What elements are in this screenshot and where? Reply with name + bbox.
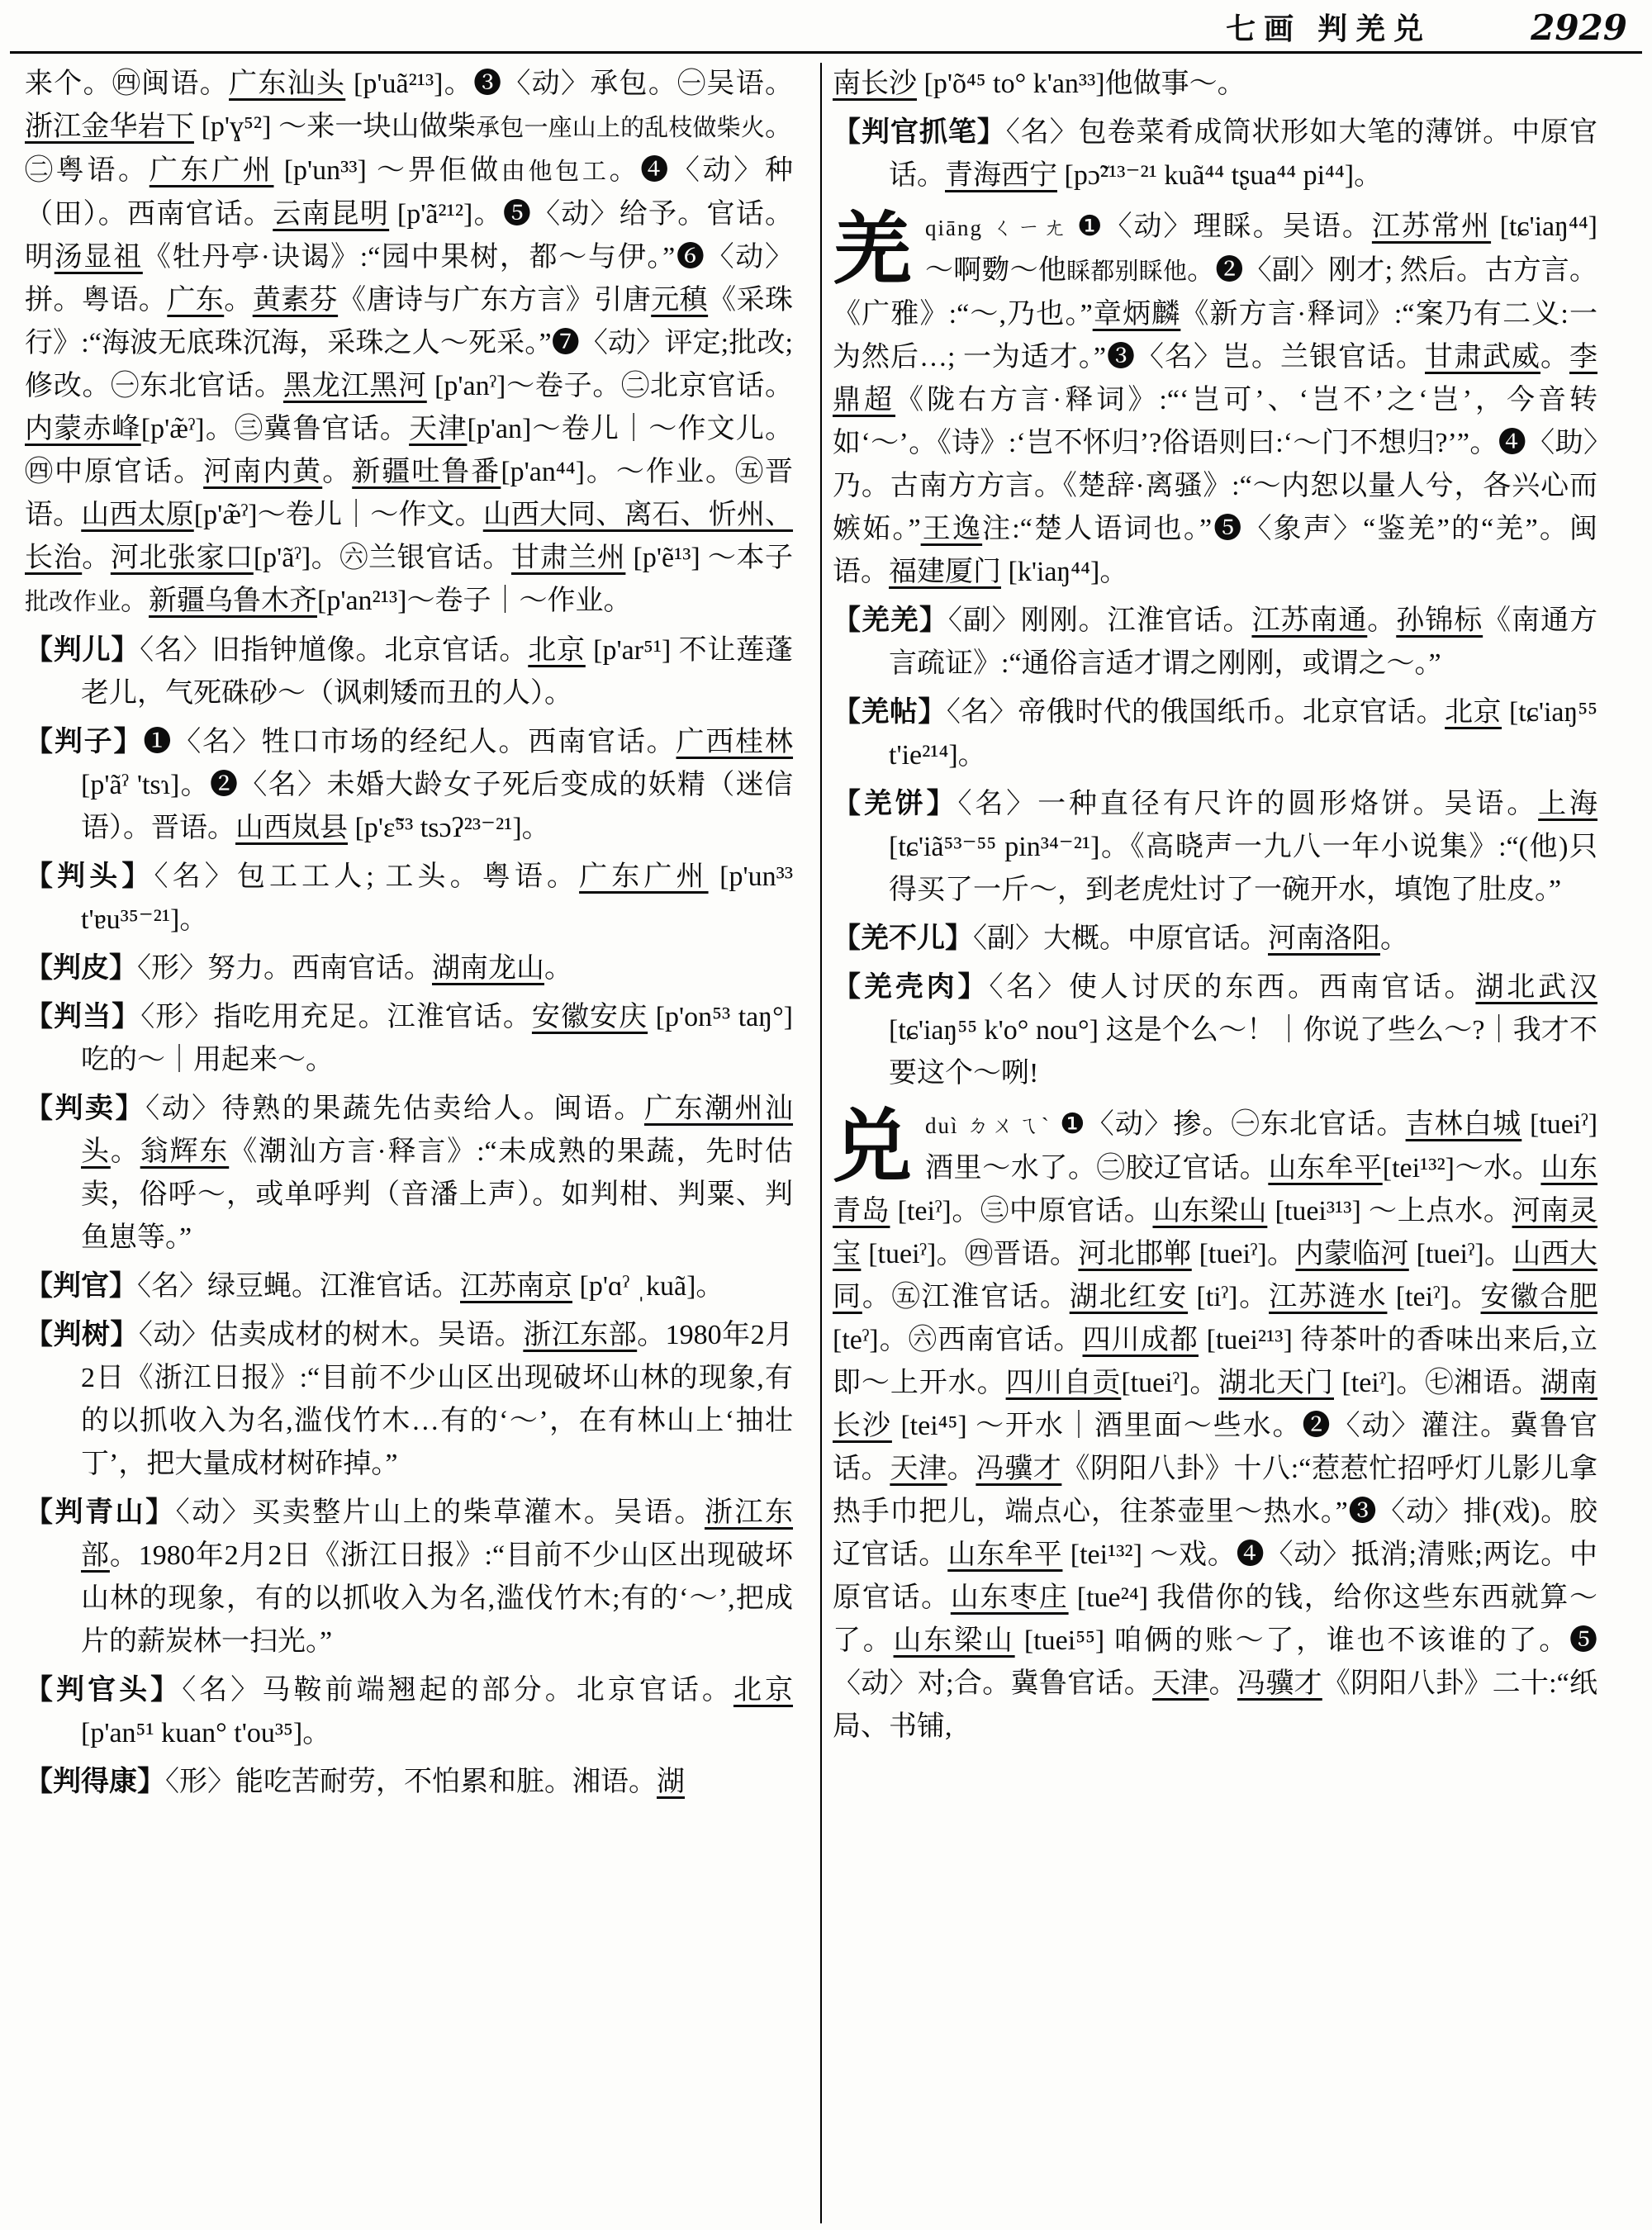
text-run: [k'iaŋ⁴⁴]。	[1001, 557, 1128, 587]
proper-noun: 新疆乌鲁木齐	[149, 586, 318, 616]
proper-noun: 广东	[167, 285, 225, 316]
proper-noun: 湖南龙山	[432, 953, 544, 984]
right-column	[811, 63, 1597, 2223]
text-run: 《新方言·释词》:“案乃有二义:一为然后…; 一为适才。”❸〈名〉岂。兰银官话。	[833, 299, 1598, 372]
dictionary-entry	[833, 112, 1597, 197]
dictionary-entry	[25, 947, 793, 990]
proper-noun: 内蒙赤峰	[25, 414, 141, 444]
entry-headword: 【判头】	[25, 861, 154, 892]
text-run: 《南通方言疏证》:“通俗言适才谓之刚刚，或谓之～。”	[889, 605, 1598, 679]
text-run: 来个。㊃闽语。	[25, 69, 230, 99]
proper-noun: 河北张家口	[110, 543, 254, 573]
text-run: 〈动〉估卖成材的树木。吴语。	[138, 1320, 524, 1350]
text-run: [p'ar⁵¹] 不让莲蓬老儿，气死硃砂～（讽刺矮而丑的人）。	[81, 635, 794, 709]
proper-noun: 安徽安庆	[531, 1002, 648, 1032]
big-headword-character: 兑	[833, 1103, 912, 1192]
proper-noun: 甘肃兰州	[510, 543, 626, 573]
running-head-section: 七画 判羌兑	[1226, 12, 1432, 45]
text-run: [tei⁴⁵] ～开水｜酒里面～些水。❷〈动〉灌注。冀鲁官话。	[833, 1411, 1597, 1484]
entry-headword: 【判官】	[25, 1271, 137, 1302]
proper-noun: 元稹	[651, 285, 709, 316]
text-run: [tei¹³²]～水。	[1382, 1153, 1541, 1184]
pronunciation-pinyin-zhuyin: qiāng ㄑㄧㄤ	[925, 216, 1069, 240]
proper-noun: 安徽合肥	[1480, 1282, 1598, 1312]
proper-noun: 山西大同、离石、忻州、长治	[25, 500, 794, 573]
proper-noun: 北京	[733, 1675, 794, 1706]
text-run: 〈动〉买卖整片山上的柴草灌木。吴语。	[175, 1497, 705, 1528]
proper-noun: 王逸	[920, 514, 983, 544]
proper-noun: 江苏涟水	[1269, 1282, 1388, 1312]
dictionary-entry	[833, 966, 1597, 1095]
continued-text	[833, 63, 1597, 106]
proper-noun: 江苏南通	[1251, 605, 1368, 636]
proper-noun: 新疆吐鲁番	[352, 457, 501, 487]
proper-noun: 浙江东部	[523, 1320, 638, 1350]
proper-noun: 浙江金华岩下	[25, 112, 194, 142]
text-run: ❶〈动〉理睬。吴语。	[1076, 211, 1372, 242]
text-run: [tɕ'iã⁵³⁻⁵⁵ pin³⁴⁻²¹]。《高晓声一九八一年小说集》:“(他)只得买了一斤～，到老虎灶讨了一碗开水，填饱了肚皮。”	[889, 832, 1597, 905]
text-run: 《阴阳八卦》十八:“惹惹忙招呼灯儿影儿拿热手巾把儿，端点心，往茶壶里～热水。”❸〈动〉排(戏)。胶辽官话。	[833, 1454, 1597, 1570]
text-run: 。1980年2月2日《浙江日报》:“目前不少山区出现破坏山林的现象，有的以抓收入为名,滥伐竹木;有的‘～’,把成片的薪炭林一扫光。”	[81, 1540, 794, 1657]
proper-noun: 天津	[409, 414, 468, 444]
text-run: 〈名〉包工工人; 工头。粤语。	[154, 861, 580, 892]
proper-noun: 广东广州	[149, 155, 274, 186]
entry-headword: 【羌壳肉】	[833, 972, 990, 1003]
two-column-body	[25, 63, 1627, 2223]
text-run: [p'an²¹³]～卷子｜～作业。	[317, 586, 632, 616]
dictionary-entry	[833, 600, 1597, 686]
text-run: [p'ãˀ 'tsɿ]。❷〈名〉未婚大龄女子死后变成的妖精（迷信语）。晋语。	[81, 770, 793, 843]
proper-noun: 广东广州	[579, 861, 709, 892]
text-run: [p'õ⁴⁵ to° k'an³³]他做事～。	[917, 69, 1246, 99]
text-run: [tueiˀ]。	[1408, 1239, 1513, 1269]
proper-noun: 孙锦标	[1396, 605, 1483, 636]
text-run: 《潮汕方言·释言》:“未成熟的果蔬，先时估卖，俗呼～，或单呼判（音潘上声）。如判柑、判粟、判鱼崽等。”	[81, 1136, 794, 1253]
dictionary-entry	[25, 1314, 793, 1486]
proper-noun: 云南昆明	[273, 199, 390, 230]
text-run: 〈名〉一种直径有尺许的圆形烙饼。吴语。	[957, 789, 1539, 819]
text-run: 〈名〉帝俄时代的俄国纸币。北京官话。	[946, 697, 1446, 728]
entry-headword: 【判得康】	[25, 1767, 165, 1797]
proper-noun: 山西大同	[833, 1239, 1598, 1312]
proper-noun: 北京	[528, 635, 586, 666]
entry-headword: 【判卖】	[25, 1094, 146, 1124]
big-headword-character: 羌	[833, 206, 912, 294]
proper-noun: 章炳麟	[1092, 299, 1181, 330]
text-run: 〈副〉大概。中原官话。	[973, 923, 1268, 954]
proper-noun: 甘肃武威	[1425, 342, 1540, 372]
text-run: 。	[110, 1136, 140, 1167]
text-run: [tɕ'iaŋ⁵⁵ t'ie²¹⁴]。	[889, 697, 1598, 771]
page-number: 2929	[1531, 7, 1627, 48]
text-run: [p'ãˀ]。㊅兰银官话。	[253, 543, 511, 573]
entry-headword: 【判树】	[25, 1320, 139, 1350]
text-run: 《陇右方言·释词》:“‘岂可’、‘岂不’之‘岂’，今音转如‘～’。《诗》:‘岂不怀归’?俗语则曰:‘～门不想归?’”。❹〈助〉乃。古南方方言。《楚辞·离骚》:“～内恕以量人兮，各兴心而嫉妬。”	[833, 385, 1597, 544]
text-run: [p'æ̃ˀ]。㊂冀鲁官话。	[140, 414, 410, 444]
text-run: [teˀ]。㊅西南官话。	[833, 1325, 1083, 1355]
text-run: [p'ɣ⁵²] ～来一块山做柴	[193, 112, 477, 142]
entry-headword: 【判皮】	[25, 953, 137, 984]
text-run: [p'on⁵³ taŋ°] 吃的～｜用起来～。	[81, 1002, 793, 1075]
text-run: 。	[1208, 1668, 1237, 1699]
text-run: 〈名〉绿豆蝇。江淮官话。	[137, 1271, 460, 1302]
text-run: [tɕ'iaŋ⁵⁵ k'o° nou°] 这是个么～！｜你说了些么～?｜我才不要这个～咧!	[889, 1015, 1597, 1089]
text-run: [p'anˀ]～卷子。㊁北京官话。	[426, 371, 794, 401]
text-run: 〈形〉努力。西南官话。	[137, 953, 432, 984]
proper-noun: 山东梁山	[1152, 1196, 1268, 1226]
text-run: 。	[82, 543, 111, 573]
character-entry	[833, 1103, 1597, 1748]
text-run: [p'un³³ t'ɐu³⁵⁻²¹]。	[81, 861, 794, 935]
proper-noun: 河南灵宝	[833, 1196, 1598, 1269]
text-run: [teiˀ]。㊂中原官话。	[890, 1196, 1153, 1226]
dictionary-entry	[833, 783, 1597, 912]
entry-headword: 【羌饼】	[833, 789, 958, 819]
dictionary-entry	[833, 691, 1597, 777]
text-run: [p'æ̃ˀ]～卷儿｜～作文。	[193, 500, 483, 530]
text-run: 〈副〉刚刚。江淮官话。	[947, 605, 1252, 636]
proper-noun: 四川自贡	[1005, 1368, 1122, 1398]
text-run: [p'an]～卷儿｜～作文儿。㊃中原官话。	[25, 414, 794, 487]
entry-headword: 【判官抓笔】	[833, 117, 1006, 148]
text-run: [tueiˀ]。	[1191, 1239, 1296, 1269]
proper-noun: 四川成都	[1082, 1325, 1199, 1355]
proper-noun: 翁辉东	[140, 1136, 230, 1167]
column-divider	[820, 63, 822, 2223]
text-run: [tiˀ]。	[1188, 1282, 1270, 1312]
entry-headword: 【判官头】	[25, 1675, 183, 1706]
proper-noun: 山西太原	[81, 500, 194, 530]
proper-noun: 青海西宁	[945, 160, 1057, 191]
entry-headword: 【判青山】	[25, 1497, 176, 1528]
proper-noun: 山东青岛	[833, 1153, 1598, 1226]
text-run: 《采珠行》:“海波无底珠沉海，采珠之人～死采。”❼〈动〉评定;批改;修改。㊀东北官话。	[25, 285, 794, 401]
proper-noun: 山东枣庄	[950, 1582, 1069, 1613]
text-run: 。㊄江淮官话。	[862, 1282, 1070, 1312]
text-run: [p'ɑˀ ˌkuã]。	[572, 1271, 724, 1302]
text-run: 。❷〈副〉刚才; 然后。古方言。《广雅》:“～,乃也。”	[833, 255, 1598, 330]
text-run: 。	[544, 953, 572, 984]
text-run: [p'ɛ̃⁵³ tsɔʔ²³⁻²¹]。	[348, 813, 550, 843]
proper-noun: 湖北天门	[1218, 1368, 1334, 1398]
text-run: 注:“楚人语词也。”❺〈象声〉“鉴羌”的“羌”。闽语。	[833, 514, 1598, 587]
text-run: 。1980年2月2日《浙江日报》:“目前不少山区出现破坏山林的现象,有的以抓收入为名,滥伐竹木…有的‘～’，在有林山上‘抽壮丁’，把大量成材树砟掉。”	[81, 1320, 794, 1479]
page-header	[25, 8, 1627, 48]
inline-gloss: 睬都别睬他	[1066, 259, 1188, 285]
text-run: [tue²⁴] 我借你的钱，给你这些东西就算～了。	[833, 1582, 1597, 1656]
dictionary-entry	[25, 1761, 793, 1804]
entry-headword: 【判当】	[25, 1002, 141, 1032]
text-run: [tueiˀ]。㊃晋语。	[861, 1239, 1079, 1269]
entry-headword: 【羌不儿】	[833, 923, 973, 954]
text-run: 《阴阳八卦》二十:“纸局、书铺,	[833, 1668, 1597, 1742]
proper-noun: 湖	[657, 1767, 685, 1797]
text-run: [tueiˀ]。	[1121, 1368, 1219, 1398]
text-run: 〈动〉待熟的果蔬先估卖给人。闽语。	[145, 1094, 644, 1124]
dictionary-entry	[25, 1265, 793, 1308]
proper-noun: 浙江东部	[81, 1497, 794, 1571]
text-run: 。	[1540, 342, 1569, 372]
text-run: ❶〈动〉掺。㊀东北官话。	[1060, 1109, 1406, 1140]
columns-wrapper	[25, 63, 1627, 2223]
text-run: 〈名〉马鞍前端翘起的部分。北京官话。	[182, 1675, 733, 1706]
text-run: [p'uã²¹³]。❸〈动〉承包。㊀吴语。	[345, 69, 794, 99]
text-run: [tueiˀ]酒里～水了。㊁胶辽官话。	[925, 1109, 1598, 1184]
proper-noun: 山东牟平	[947, 1540, 1063, 1570]
proper-noun: 河北邯郸	[1078, 1239, 1192, 1269]
text-run: 。	[224, 285, 253, 316]
proper-noun: 黄素芬	[252, 285, 339, 316]
proper-noun: 北京	[1445, 697, 1502, 728]
proper-noun: 南长沙	[833, 69, 917, 99]
pronunciation-pinyin-zhuyin: duì ㄉㄨㄟˋ	[925, 1113, 1052, 1138]
header-rule	[10, 51, 1642, 54]
entry-headword: 【判儿】	[25, 635, 140, 666]
text-run: 。	[1367, 605, 1397, 636]
proper-noun: 湖北红安	[1069, 1282, 1189, 1312]
proper-noun: 广西桂林	[676, 727, 794, 757]
inline-gloss: 由他包工	[501, 159, 610, 185]
proper-noun: 李鼎超	[833, 342, 1597, 415]
proper-noun: 广东潮州汕头	[81, 1094, 794, 1167]
dictionary-entry	[833, 918, 1597, 961]
text-run: [tuei³¹³] ～上点水。	[1267, 1196, 1512, 1226]
text-run: [tuei²¹³] 待茶叶的香味出来后,立即～上开水。	[833, 1325, 1598, 1398]
text-run: [tuei⁵⁵] 咱俩的账～了，谁也不该谁的了。❺〈动〉对;合。冀鲁官话。	[833, 1625, 1598, 1699]
text-run: 《牡丹亭·诀谒》:“园中果树，都～与伊。”❻〈动〉拼。粤语。	[25, 242, 794, 316]
text-run: [p'an⁴⁴]。～作业。㊄晋语。	[25, 457, 794, 530]
proper-noun: 湖南长沙	[833, 1368, 1598, 1441]
proper-noun: 山东牟平	[1268, 1153, 1383, 1184]
proper-noun: 冯骥才	[976, 1454, 1062, 1484]
text-run: 〈名〉旧指钟馗像。北京官话。	[140, 635, 529, 666]
text-run: 〈形〉指吃用充足。江淮官话。	[140, 1002, 532, 1032]
entry-headword: 【羌帖】	[833, 697, 947, 728]
proper-noun: 河南内黄	[203, 457, 323, 487]
text-run: 〈形〉能吃苦耐劳，不怕累和脏。湘语。	[165, 1767, 657, 1797]
text-run: 。	[121, 586, 150, 616]
proper-noun: 吉林白城	[1405, 1109, 1522, 1140]
proper-noun: 黑龙江黑河	[282, 371, 427, 401]
text-run: 〈名〉使人讨厌的东西。西南官话。	[989, 972, 1476, 1003]
text-run: 。	[1380, 923, 1408, 954]
proper-noun: 上海	[1538, 789, 1597, 819]
dictionary-entry	[25, 1088, 793, 1260]
proper-noun: 江苏常州	[1371, 211, 1492, 242]
text-run: [tei¹³²] ～戏。❹〈动〉抵消;清账;两讫。中原官话。	[833, 1540, 1597, 1613]
text-run: ❶〈名〉牲口市场的经纪人。西南官话。	[143, 727, 676, 757]
text-run: [teiˀ]。㊆湘语。	[1334, 1368, 1541, 1398]
text-run: 〈名〉包卷菜肴成筒状形如大笔的薄饼。中原官话。	[889, 117, 1598, 191]
continued-text	[25, 63, 793, 624]
text-run: [pɔ̃²¹³⁻²¹ kuã⁴⁴ tʂua⁴⁴ pi⁴⁴]。	[1057, 160, 1383, 191]
proper-noun: 湖北武汉	[1475, 972, 1597, 1003]
proper-noun: 天津	[1152, 1668, 1209, 1699]
proper-noun: 内蒙临河	[1295, 1239, 1409, 1269]
character-entry	[833, 206, 1597, 594]
proper-noun: 福建厦门	[889, 557, 1001, 587]
inline-gloss: 承包一座山上的乱枝做柴火	[476, 115, 765, 141]
text-run: [teiˀ]。	[1387, 1282, 1481, 1312]
text-run: [p'ã²¹²]。❺〈动〉给予。官话。明	[25, 199, 793, 273]
dictionary-entry	[25, 721, 793, 850]
dictionary-entry	[25, 996, 793, 1082]
proper-noun: 冯骥才	[1237, 1668, 1322, 1699]
text-run: [p'an⁵¹ kuan° t'ou³⁵]。	[81, 1718, 331, 1748]
text-run: 。	[947, 1454, 976, 1484]
text-run: [tɕ'iaŋ⁴⁴] ～啊覅～他	[925, 211, 1597, 286]
inline-gloss: 批改作业	[25, 589, 121, 615]
dictionary-entry	[25, 856, 793, 942]
text-run: 。㊁粤语。	[25, 112, 793, 186]
proper-noun: 天津	[890, 1454, 947, 1484]
left-column	[25, 63, 811, 2223]
text-run: 《唐诗与广东方言》引唐	[338, 285, 652, 316]
text-run: 。	[322, 457, 353, 487]
proper-noun: 广东汕头	[229, 69, 346, 99]
dictionary-entry	[25, 1669, 793, 1755]
text-run: [p'un³³] ～畀佢做	[273, 155, 501, 186]
proper-noun: 河南洛阳	[1268, 923, 1380, 954]
proper-noun: 江苏南京	[460, 1271, 572, 1302]
text-run: [p'ẽ¹³] ～本子	[625, 543, 794, 573]
dictionary-entry	[25, 629, 793, 715]
proper-noun: 汤显祖	[54, 242, 143, 273]
dictionary-entry	[25, 1492, 793, 1663]
proper-noun: 山东梁山	[893, 1625, 1015, 1656]
proper-noun: 山西岚县	[235, 813, 348, 843]
entry-headword: 【判子】	[25, 727, 144, 757]
entry-headword: 【羌羌】	[833, 605, 948, 636]
text-run: 。❹〈动〉种（田）。西南官话。	[25, 155, 793, 230]
